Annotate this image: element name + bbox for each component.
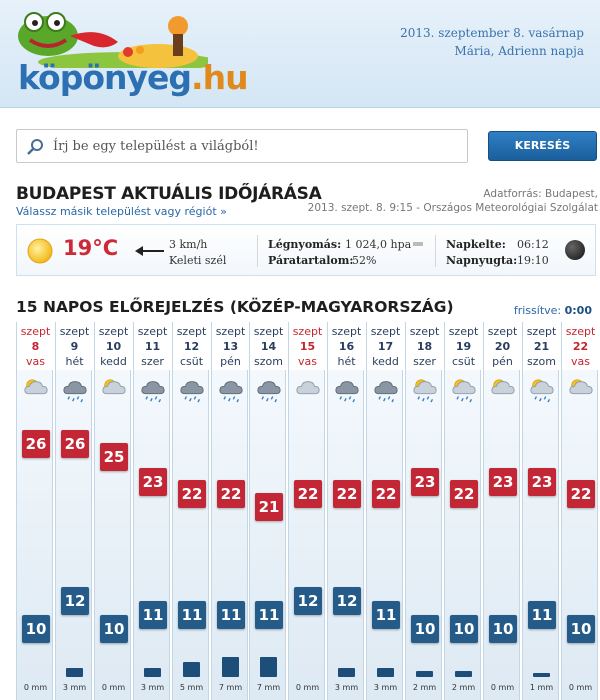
- high-temp-badge: 23: [139, 468, 167, 496]
- day-weekday: szom: [527, 355, 556, 368]
- rain-cloud-icon: [178, 377, 206, 403]
- search-button[interactable]: KERESÉS: [488, 131, 597, 161]
- day-weekday: vas: [26, 355, 45, 368]
- moon-icon: [565, 240, 585, 260]
- low-temp-badge: 10: [411, 615, 439, 643]
- divider: [257, 235, 258, 267]
- rain-cloud-icon: [372, 377, 400, 403]
- pressure-trend-icon: [413, 242, 423, 246]
- precipitation-label: 0 mm: [490, 683, 515, 692]
- day-month: szept: [59, 325, 90, 338]
- rain-cloud-icon: [139, 377, 167, 403]
- precipitation-bar: [260, 657, 277, 677]
- forecast-day[interactable]: [405, 322, 442, 700]
- day-weekday: vas: [298, 355, 317, 368]
- low-temp-badge: 10: [489, 615, 517, 643]
- day-header: [17, 322, 54, 370]
- pressure-value: 1 024,0 hpa: [345, 238, 412, 251]
- day-header: [134, 322, 171, 370]
- precipitation-bar: [416, 671, 433, 677]
- current-date: 2013. szeptember 8. vasárnap: [400, 26, 584, 40]
- precipitation-label: 1 mm: [529, 683, 554, 692]
- low-temp-badge: 10: [567, 615, 595, 643]
- precipitation-label: 3 mm: [62, 683, 87, 692]
- day-number: 17: [377, 340, 394, 353]
- precipitation-bar: [222, 657, 239, 677]
- day-header: [250, 322, 287, 370]
- forecast-day[interactable]: [16, 322, 53, 700]
- low-temp-badge: 10: [450, 615, 478, 643]
- sun-rain-icon: [450, 377, 478, 403]
- day-header: [289, 322, 326, 370]
- low-temp-badge: 12: [294, 587, 322, 615]
- forecast-day[interactable]: [133, 322, 170, 700]
- day-month: szept: [215, 325, 246, 338]
- day-weekday: szom: [254, 355, 283, 368]
- data-source-line2: 2013. szept. 8. 9:15 - Országos Meteorológiai Szolgálat: [307, 202, 598, 214]
- change-location-link[interactable]: Válassz másik települést vagy régiót »: [16, 205, 227, 218]
- sunrise-label: Napkelte:: [446, 238, 506, 251]
- sun-cloud-icon: [22, 377, 50, 403]
- day-weekday: hét: [65, 355, 84, 368]
- data-source: [308, 187, 598, 215]
- day-number: 13: [222, 340, 239, 353]
- precipitation-bar: [455, 671, 472, 677]
- current-weather-title: BUDAPEST AKTUÁLIS IDŐJÁRÁSA: [16, 184, 322, 204]
- divider: [435, 235, 436, 267]
- rain-cloud-icon: [61, 377, 89, 403]
- high-temp-badge: 23: [528, 468, 556, 496]
- day-weekday: vas: [571, 355, 590, 368]
- day-number: 11: [144, 340, 161, 353]
- precipitation-bar: [66, 668, 83, 677]
- low-temp-badge: 11: [139, 601, 167, 629]
- precipitation-bar: [183, 662, 200, 677]
- day-header: [484, 322, 521, 370]
- day-number: 12: [183, 340, 200, 353]
- high-temp-badge: 22: [217, 480, 245, 508]
- sun-rain-icon: [411, 377, 439, 403]
- day-number: 9: [70, 340, 79, 353]
- precipitation-label: 3 mm: [373, 683, 398, 692]
- forecast-grid: [16, 322, 600, 700]
- precipitation-label: 0 mm: [295, 683, 320, 692]
- precipitation-bar: [144, 668, 161, 677]
- day-header: [445, 322, 482, 370]
- day-weekday: csüt: [179, 355, 204, 368]
- precipitation-bar: [338, 668, 355, 677]
- precipitation-label: 0 mm: [23, 683, 48, 692]
- forecast-title: 15 NAPOS ELŐREJELZÉS (KÖZÉP-MAGYARORSZÁG): [16, 298, 454, 316]
- day-header: [173, 322, 210, 370]
- day-month: szept: [98, 325, 129, 338]
- forecast-day[interactable]: [366, 322, 403, 700]
- day-month: szept: [409, 325, 440, 338]
- day-number: 8: [31, 340, 40, 353]
- search-placeholder: Írj be egy települést a világból!: [53, 139, 259, 154]
- sun-icon: [26, 237, 54, 265]
- day-number: 15: [299, 340, 316, 353]
- sun-cloud-icon: [100, 377, 128, 403]
- high-temp-badge: 23: [411, 468, 439, 496]
- cloud-icon: [294, 377, 322, 403]
- day-header: [212, 322, 249, 370]
- precipitation-label: 5 mm: [179, 683, 204, 692]
- precipitation-label: 0 mm: [568, 683, 593, 692]
- low-temp-badge: 10: [22, 615, 50, 643]
- precipitation-label: 7 mm: [218, 683, 243, 692]
- day-header: [367, 322, 404, 370]
- precipitation-bar: [377, 668, 394, 677]
- updated-info: [514, 304, 592, 317]
- date-info: [400, 24, 584, 60]
- wind-speed: 3 km/h: [169, 238, 208, 251]
- sun-cloud-icon: [489, 377, 517, 403]
- rain-cloud-icon: [217, 377, 245, 403]
- low-temp-badge: 12: [333, 587, 361, 615]
- updated-label: frissítve:: [513, 304, 562, 317]
- arrow-left-icon: [135, 245, 165, 257]
- precipitation-label: 0 mm: [101, 683, 126, 692]
- current-temperature: 19°C: [63, 236, 119, 260]
- forecast-day[interactable]: [522, 322, 559, 700]
- forecast-day[interactable]: [55, 322, 92, 700]
- day-number: 16: [338, 340, 355, 353]
- day-month: szept: [526, 325, 557, 338]
- day-header: [56, 322, 93, 370]
- high-temp-badge: 26: [22, 430, 50, 458]
- forecast-day[interactable]: [249, 322, 286, 700]
- humidity-value: 52%: [352, 254, 377, 267]
- low-temp-badge: 11: [217, 601, 245, 629]
- day-month: szept: [137, 325, 168, 338]
- nameday: Mária, Adrienn napja: [454, 44, 584, 58]
- search-icon: [26, 138, 44, 156]
- forecast-day[interactable]: [327, 322, 364, 700]
- site-header: [0, 0, 600, 108]
- day-month: szept: [565, 325, 596, 338]
- day-month: szept: [370, 325, 401, 338]
- day-month: szept: [331, 325, 362, 338]
- precipitation-label: 2 mm: [451, 683, 476, 692]
- day-month: szept: [448, 325, 479, 338]
- sun-cloud-icon: [567, 377, 595, 403]
- day-number: 18: [416, 340, 433, 353]
- forecast-day[interactable]: [172, 322, 209, 700]
- day-number: 10: [105, 340, 122, 353]
- precipitation-label: 3 mm: [140, 683, 165, 692]
- day-month: szept: [176, 325, 207, 338]
- day-number: 20: [494, 340, 511, 353]
- high-temp-badge: 22: [567, 480, 595, 508]
- high-temp-badge: 23: [489, 468, 517, 496]
- sun-rain-icon: [528, 377, 556, 403]
- pressure-label: Légnyomás:: [268, 238, 342, 251]
- high-temp-badge: 26: [61, 430, 89, 458]
- low-temp-badge: 10: [100, 615, 128, 643]
- day-month: szept: [20, 325, 51, 338]
- low-temp-badge: 11: [372, 601, 400, 629]
- data-source-line1: Adatforrás: Budapest,: [483, 188, 598, 200]
- rain-cloud-icon: [255, 377, 283, 403]
- day-weekday: szer: [413, 355, 436, 368]
- day-weekday: csüt: [451, 355, 476, 368]
- forecast-day[interactable]: [288, 322, 325, 700]
- forecast-day[interactable]: [561, 322, 598, 700]
- forecast-day[interactable]: [211, 322, 248, 700]
- current-weather-panel: [16, 224, 596, 276]
- high-temp-badge: 22: [450, 480, 478, 508]
- updated-value: 0:00: [564, 304, 592, 317]
- precipitation-label: 3 mm: [334, 683, 359, 692]
- high-temp-badge: 22: [178, 480, 206, 508]
- day-weekday: pén: [492, 355, 513, 368]
- day-number: 22: [572, 340, 589, 353]
- forecast-day[interactable]: [483, 322, 520, 700]
- high-temp-badge: 22: [333, 480, 361, 508]
- day-month: szept: [292, 325, 323, 338]
- sunset-value: 19:10: [517, 254, 549, 267]
- rain-cloud-icon: [333, 377, 361, 403]
- sunset-label: Napnyugta:: [446, 254, 518, 267]
- day-weekday: hét: [337, 355, 356, 368]
- wind-direction: Keleti szél: [169, 254, 227, 267]
- low-temp-badge: 11: [528, 601, 556, 629]
- day-number: 21: [533, 340, 550, 353]
- forecast-day[interactable]: [94, 322, 131, 700]
- day-weekday: kedd: [372, 355, 399, 368]
- day-header: [523, 322, 560, 370]
- precipitation-label: 2 mm: [412, 683, 437, 692]
- day-month: szept: [487, 325, 518, 338]
- low-temp-badge: 11: [255, 601, 283, 629]
- day-header: [406, 322, 443, 370]
- site-logo[interactable]: köpönyeg.hu: [18, 58, 248, 97]
- day-header: [95, 322, 132, 370]
- high-temp-badge: 22: [294, 480, 322, 508]
- precipitation-label: 7 mm: [256, 683, 281, 692]
- day-month: szept: [253, 325, 284, 338]
- day-number: 14: [260, 340, 277, 353]
- day-weekday: szer: [141, 355, 164, 368]
- high-temp-badge: 21: [255, 493, 283, 521]
- day-weekday: pén: [220, 355, 241, 368]
- sunrise-value: 06:12: [517, 238, 549, 251]
- low-temp-badge: 12: [61, 587, 89, 615]
- search-input[interactable]: [16, 129, 468, 163]
- day-number: 19: [455, 340, 472, 353]
- day-weekday: kedd: [100, 355, 127, 368]
- day-header: [328, 322, 365, 370]
- day-header: [562, 322, 599, 370]
- high-temp-badge: 25: [100, 443, 128, 471]
- precipitation-bar: [533, 673, 550, 677]
- low-temp-badge: 11: [178, 601, 206, 629]
- humidity-label: Páratartalom:: [268, 254, 354, 267]
- high-temp-badge: 22: [372, 480, 400, 508]
- forecast-day[interactable]: [444, 322, 481, 700]
